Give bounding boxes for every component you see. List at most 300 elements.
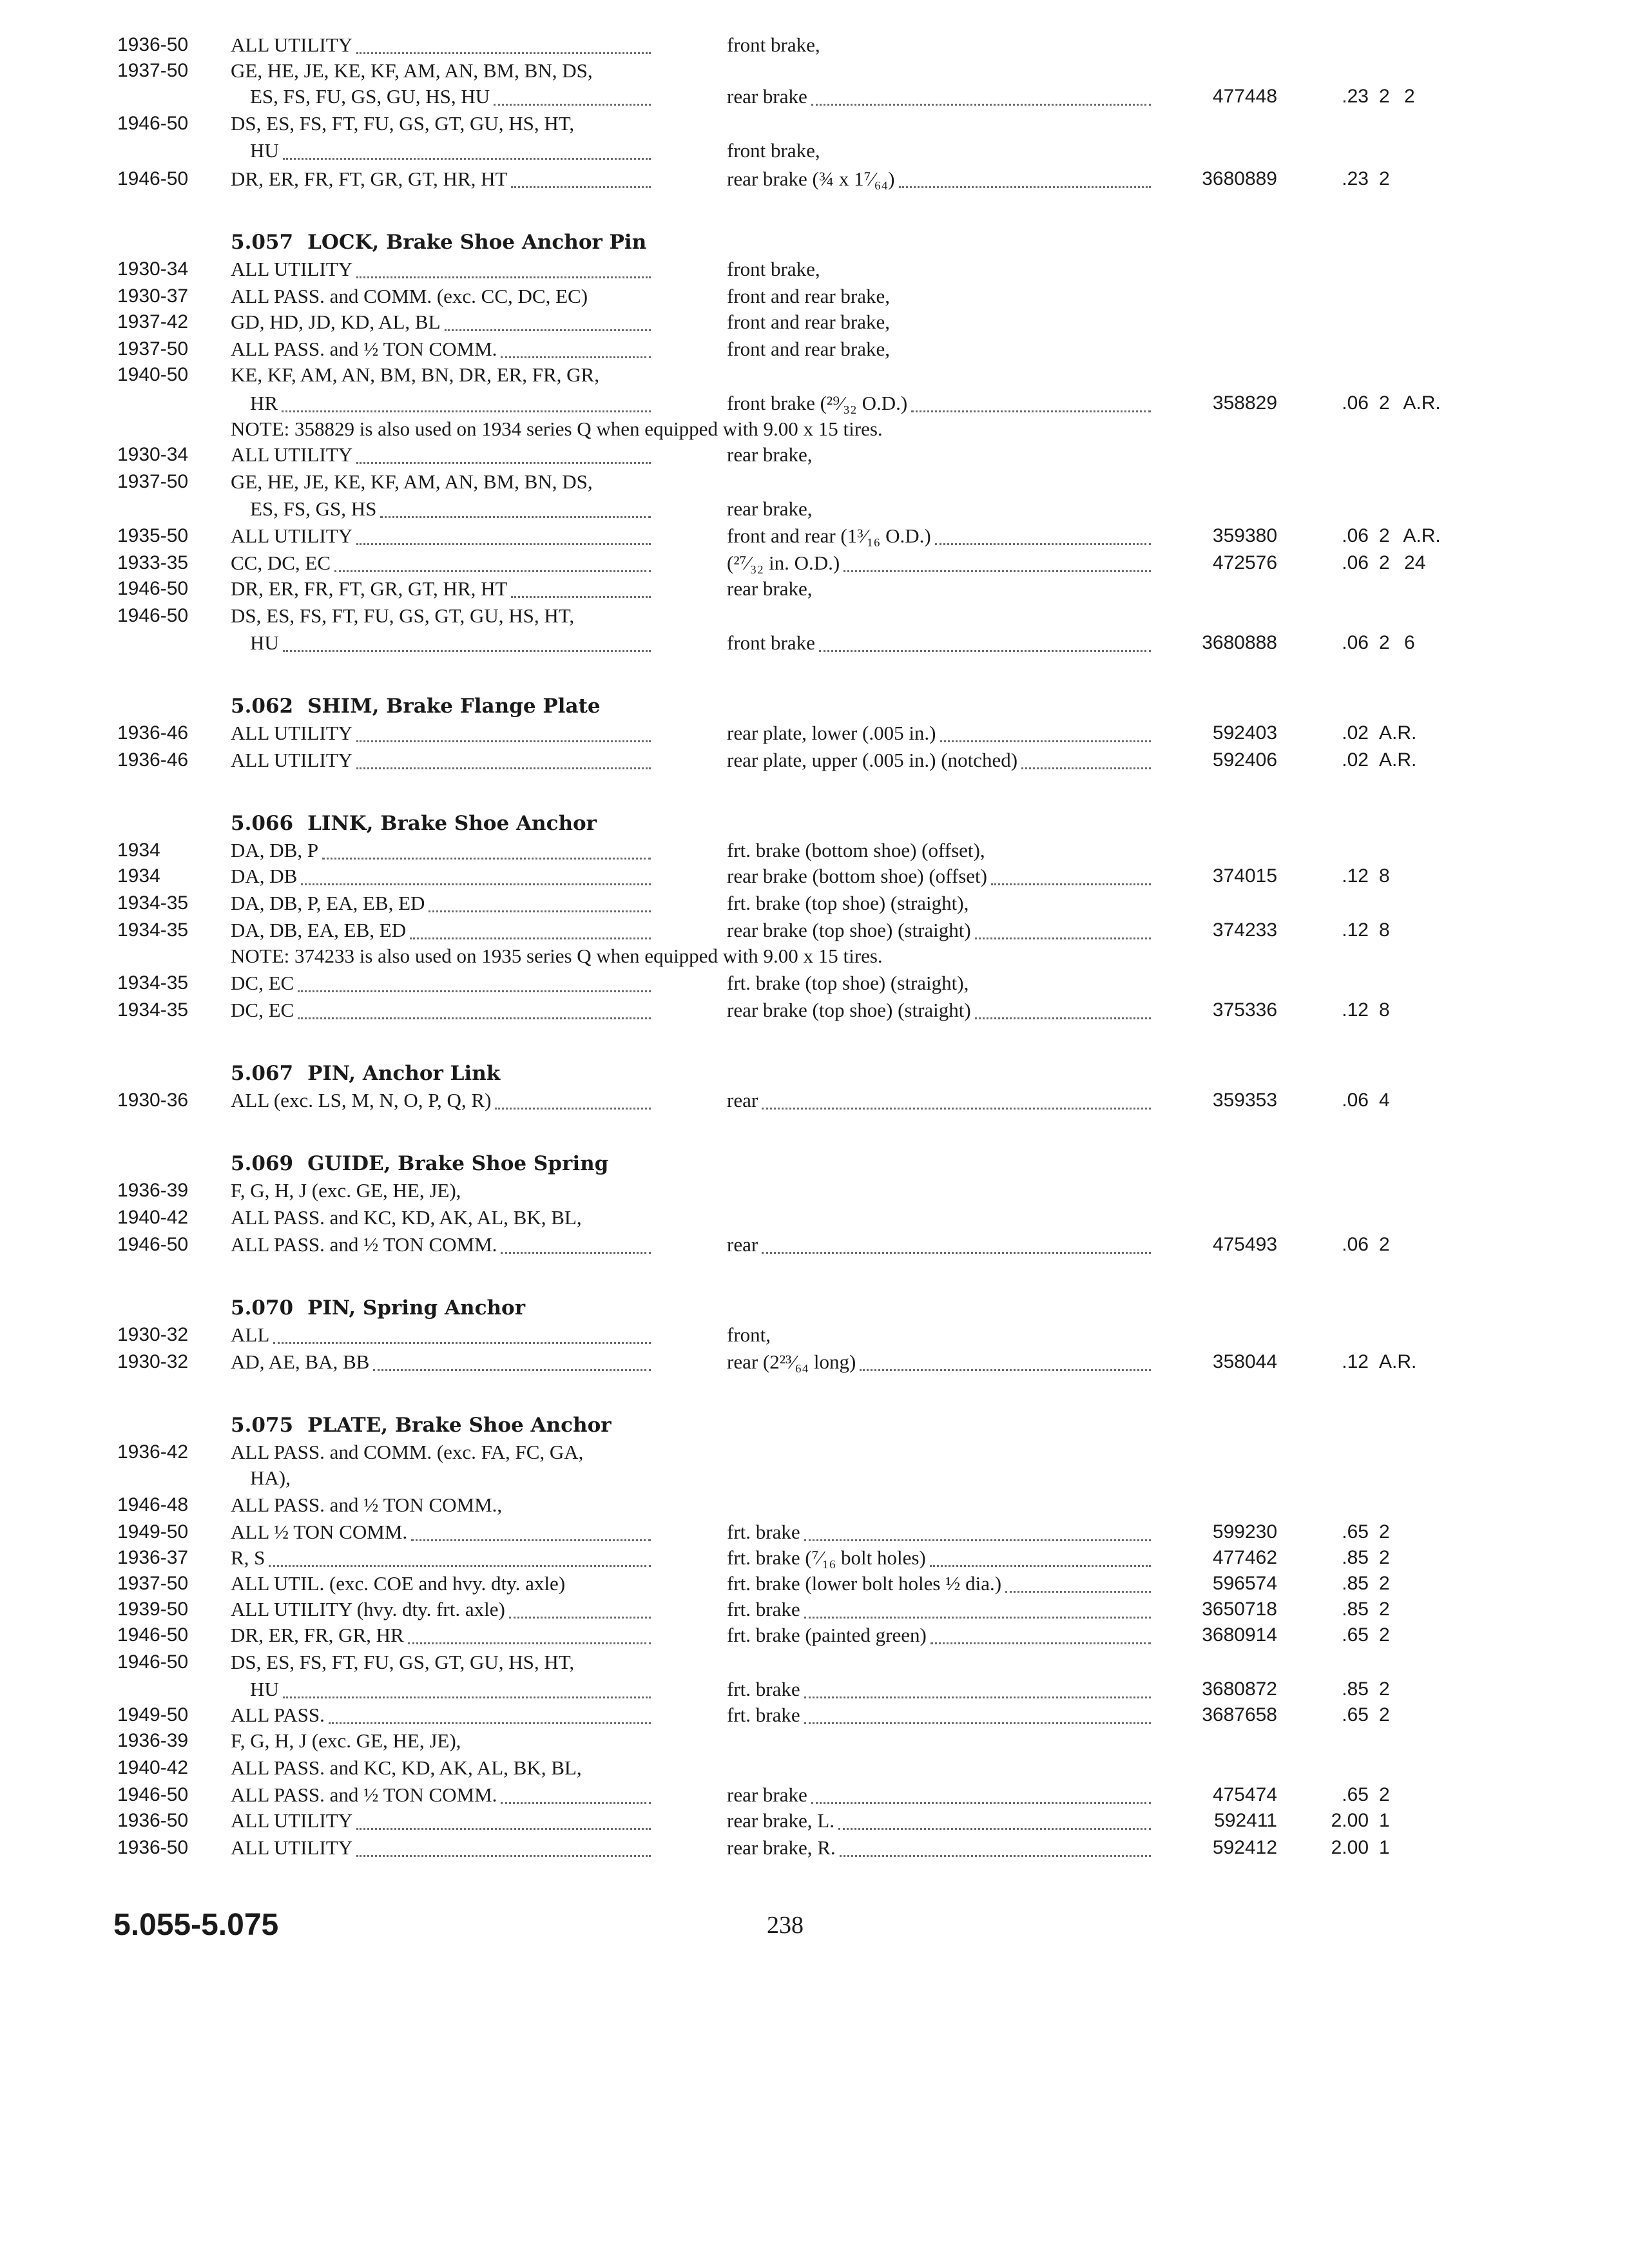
note-text: NOTE: 374233 is also used on 1935 series Q when equipped with 9.00 x 15 tires.: [231, 945, 883, 967]
parts-row: [0, 550, 1629, 576]
model-codes: ALL UTIL. (exc. COE and hvy. dty. axle): [231, 1572, 566, 1595]
year-range: 1934-35: [117, 919, 189, 941]
part-description: rear brake: [727, 85, 807, 108]
year-range: 1946-48: [117, 1494, 189, 1515]
dot-leader: [298, 965, 651, 992]
year-range: 1935-50: [117, 525, 189, 546]
part-description: rear plate, upper (.005 in.) (notched): [727, 749, 1018, 771]
part-description: rear brake (¾ x 1⁷⁄₆₄): [727, 168, 895, 190]
parts-row: [0, 1782, 1629, 1808]
model-codes: R, S: [231, 1546, 265, 1569]
model-codes: ALL UTILITY: [231, 524, 353, 547]
parts-row: [0, 336, 1629, 362]
dot-leader: [298, 992, 651, 1019]
dot-leader: [843, 544, 1151, 572]
dot-leader: [838, 1802, 1151, 1830]
dot-leader: [356, 715, 651, 742]
year-range: 1936-50: [117, 1810, 189, 1831]
part-description: frt. brake (⁷⁄₁₆ bolt holes): [727, 1546, 926, 1569]
dot-leader: [380, 490, 651, 518]
model-codes: ALL UTILITY: [231, 722, 353, 744]
dot-leader: [935, 517, 1151, 545]
page-number: 238: [767, 1912, 804, 1939]
part-description: rear: [727, 1089, 758, 1111]
model-codes: ALL UTILITY: [231, 1809, 353, 1832]
model-codes: DR, ER, FR, FT, GR, GT, HR, HT: [231, 168, 508, 190]
part-number: 3680872: [1202, 1678, 1277, 1700]
part-number: 375336: [1212, 999, 1277, 1021]
part-number: 374233: [1212, 919, 1277, 941]
parts-row: [0, 970, 1629, 996]
dot-leader: [811, 1776, 1151, 1804]
dot-leader: [911, 385, 1151, 412]
dot-leader: [930, 1539, 1151, 1567]
note-text: NOTE: 358829 is also used on 1934 series Q when equipped with 9.00 x 15 tires.: [231, 418, 883, 440]
year-range: 1937-50: [117, 60, 189, 81]
year-range: 1940-42: [117, 1207, 189, 1228]
parts-row: [0, 890, 1629, 916]
dot-leader: [356, 436, 651, 464]
part-number: 374015: [1212, 865, 1277, 887]
dot-leader: [356, 742, 651, 769]
quantity: A.R.: [1379, 749, 1417, 771]
model-codes: ALL PASS. and ½ TON COMM.: [231, 338, 497, 360]
dot-leader: [283, 1671, 651, 1698]
year-range: 1936-39: [117, 1730, 189, 1751]
part-description: frt. brake (top shoe) (straight),: [727, 972, 969, 994]
model-codes: CC, DC, EC: [231, 552, 331, 574]
quantity: 2 2: [1379, 86, 1415, 107]
year-range: 1946-50: [117, 1651, 189, 1673]
parts-row: [0, 1349, 1629, 1375]
year-range: 1936-46: [117, 749, 189, 771]
dot-leader: [329, 1696, 651, 1724]
section-title: LOCK, Brake Shoe Anchor Pin: [307, 231, 647, 254]
parts-row: [0, 138, 1629, 164]
dot-leader: [804, 1696, 1151, 1724]
quantity: 2: [1379, 1704, 1390, 1725]
dot-leader: [356, 26, 651, 54]
part-number: 599230: [1212, 1521, 1277, 1542]
list-price: .02: [1342, 722, 1369, 744]
parts-row: [0, 442, 1629, 468]
dot-leader: [283, 624, 651, 652]
list-price: .02: [1342, 749, 1369, 771]
part-number: 475493: [1212, 1234, 1277, 1255]
model-codes: DS, ES, FS, FT, FU, GS, GT, GU, HS, HT,: [231, 1651, 575, 1673]
parts-row: [0, 256, 1629, 282]
dot-leader: [1005, 1565, 1151, 1593]
dot-leader: [282, 385, 651, 412]
model-codes: ALL PASS. and COMM. (exc. CC, DC, EC): [231, 285, 588, 307]
parts-row: [0, 747, 1629, 773]
part-number: 592406: [1212, 749, 1277, 771]
parts-row: [0, 603, 1629, 629]
parts-row: [0, 1597, 1629, 1622]
dot-leader: [840, 1829, 1151, 1857]
parts-row: [0, 1178, 1629, 1204]
part-number: 359380: [1212, 525, 1277, 546]
year-range: 1946-50: [117, 578, 189, 599]
year-range: 1936-42: [117, 1441, 189, 1463]
year-range: 1946-50: [117, 605, 189, 626]
part-description: frt. brake: [727, 1521, 800, 1543]
year-range: 1940-50: [117, 364, 189, 385]
year-range: 1937-42: [117, 311, 189, 332]
dot-leader: [501, 331, 651, 358]
dot-leader: [511, 570, 651, 598]
year-range: 1934-35: [117, 972, 189, 994]
part-description: frt. brake (bottom shoe) (offset),: [727, 839, 985, 861]
model-codes: DC, EC: [231, 972, 294, 994]
part-number: 477462: [1212, 1547, 1277, 1568]
model-codes: F, G, H, J (exc. GE, HE, JE),: [231, 1179, 461, 1202]
model-codes: ES, FS, GS, HS: [250, 497, 377, 520]
part-number: 596574: [1212, 1573, 1277, 1594]
section-range: 5.055-5.075: [113, 1908, 279, 1942]
model-codes: ALL (exc. LS, M, N, O, P, Q, R): [231, 1089, 492, 1111]
quantity: 8: [1379, 865, 1390, 887]
part-number: 358829: [1212, 392, 1277, 414]
parts-row: [0, 84, 1629, 110]
year-range: 1939-50: [117, 1599, 189, 1620]
part-number: 3680914: [1202, 1624, 1277, 1646]
part-description: front brake,: [727, 34, 820, 56]
list-price: 2.00: [1331, 1810, 1369, 1831]
list-price: .85: [1342, 1678, 1369, 1700]
part-description: frt. brake (top shoe) (straight),: [727, 892, 969, 914]
section-heading: [231, 1412, 612, 1438]
quantity: A.R.: [1379, 722, 1417, 744]
part-description: frt. brake: [727, 1598, 800, 1620]
quantity: 2: [1379, 168, 1390, 189]
year-range: 1936-37: [117, 1547, 189, 1568]
year-range: 1936-50: [117, 34, 189, 55]
part-description: rear brake (top shoe) (straight): [727, 999, 971, 1021]
part-description: frt. brake (lower bolt holes ½ dia.): [727, 1572, 1002, 1595]
model-codes: KE, KF, AM, AN, BM, BN, DR, ER, FR, GR,: [231, 363, 599, 386]
quantity: 8: [1379, 919, 1390, 941]
part-number: 477448: [1212, 86, 1277, 107]
year-range: 1934: [117, 865, 160, 887]
part-description: (²⁷⁄₃₂ in. O.D.): [727, 552, 840, 574]
list-price: .65: [1342, 1624, 1369, 1646]
quantity: 2: [1379, 1234, 1390, 1255]
section-title: PIN, Spring Anchor: [307, 1296, 526, 1320]
quantity: 2: [1379, 1573, 1390, 1594]
list-price: .12: [1342, 919, 1369, 941]
list-price: .65: [1342, 1704, 1369, 1725]
dot-leader: [408, 1617, 651, 1644]
list-price: .06: [1342, 1234, 1369, 1255]
part-description: front brake,: [727, 139, 820, 162]
part-number: 475474: [1212, 1784, 1277, 1805]
model-codes: ALL PASS.: [231, 1704, 325, 1726]
part-description: frt. brake (painted green): [727, 1624, 927, 1646]
year-range: 1946-50: [117, 113, 189, 134]
quantity: A.R.: [1379, 1351, 1417, 1372]
year-range: 1934-35: [117, 999, 189, 1021]
year-range: 1930-34: [117, 444, 189, 465]
parts-row: [0, 1439, 1629, 1465]
section-heading: [231, 1061, 500, 1086]
dot-leader: [494, 78, 651, 106]
list-price: .65: [1342, 1521, 1369, 1542]
year-range: 1949-50: [117, 1704, 189, 1725]
list-price: .85: [1342, 1547, 1369, 1568]
parts-row: [0, 630, 1629, 656]
dot-leader: [804, 1591, 1151, 1619]
parts-row: [0, 362, 1629, 388]
parts-row: [0, 1622, 1629, 1648]
parts-row: [0, 390, 1629, 416]
quantity: 2: [1379, 1521, 1390, 1542]
section-title: SHIM, Brake Flange Plate: [307, 695, 601, 718]
dot-leader: [804, 1671, 1151, 1698]
parts-row: [0, 1545, 1629, 1571]
list-price: 2.00: [1331, 1837, 1369, 1858]
list-price: .06: [1342, 552, 1369, 573]
section-number: 5.066: [231, 812, 294, 835]
part-description: rear brake, L.: [727, 1809, 834, 1832]
model-codes: AD, AE, BA, BB: [231, 1350, 370, 1373]
year-range: 1934-35: [117, 892, 189, 914]
section-number: 5.067: [231, 1062, 294, 1085]
model-codes: DA, DB, P, EA, EB, ED: [231, 892, 425, 914]
section-number: 5.075: [231, 1414, 294, 1437]
dot-leader: [445, 303, 651, 331]
model-codes: HU: [250, 139, 279, 162]
year-range: 1946-50: [117, 168, 189, 189]
parts-row: [0, 1808, 1629, 1834]
quantity: 2: [1379, 1784, 1390, 1805]
model-codes: DS, ES, FS, FT, FU, GS, GT, GU, HS, HT,: [231, 604, 575, 627]
section-heading: [231, 1151, 608, 1177]
part-description: rear brake, R.: [727, 1836, 836, 1859]
part-description: rear brake,: [727, 577, 813, 600]
quantity: 2: [1379, 1547, 1390, 1568]
dot-leader: [501, 1226, 651, 1254]
parts-row: [0, 32, 1629, 58]
dot-leader: [511, 160, 651, 188]
parts-row: [0, 1322, 1629, 1348]
dot-leader: [334, 544, 651, 572]
dot-leader: [356, 1802, 651, 1830]
part-description: frt. brake: [727, 1678, 800, 1700]
quantity: 8: [1379, 999, 1390, 1021]
year-range: 1934: [117, 840, 160, 861]
model-codes: ALL UTILITY: [231, 1836, 353, 1859]
section-number: 5.069: [231, 1152, 294, 1175]
part-number: 358044: [1212, 1351, 1277, 1372]
quantity: 2: [1379, 1599, 1390, 1620]
dot-leader: [762, 1226, 1151, 1254]
dot-leader: [762, 1082, 1151, 1110]
section-number: 5.057: [231, 231, 294, 254]
parts-row: [0, 918, 1629, 943]
year-range: 1946-50: [117, 1624, 189, 1646]
model-codes: DA, DB: [231, 865, 298, 887]
list-price: .85: [1342, 1573, 1369, 1594]
quantity: 2 A.R.: [1379, 525, 1441, 546]
part-number: 359353: [1212, 1090, 1277, 1111]
model-codes: DA, DB, EA, EB, ED: [231, 919, 407, 941]
model-codes: ALL UTILITY: [231, 443, 353, 466]
dot-leader: [429, 885, 651, 912]
section-title: PIN, Anchor Link: [307, 1062, 501, 1085]
model-codes: GE, HE, JE, KE, KF, AM, AN, BM, BN, DS,: [231, 59, 593, 82]
parts-row: [0, 1232, 1629, 1258]
parts-row: [0, 284, 1629, 309]
section-title: LINK, Brake Shoe Anchor: [307, 812, 597, 835]
dot-leader: [930, 1617, 1151, 1644]
section-title: PLATE, Brake Shoe Anchor: [307, 1414, 612, 1437]
parts-row: [0, 1728, 1629, 1754]
list-price: .06: [1342, 525, 1369, 546]
part-description: front brake (²⁹⁄₃₂ O.D.): [727, 392, 908, 414]
parts-row: [0, 720, 1629, 746]
part-description: rear brake (bottom shoe) (offset): [727, 865, 987, 887]
quantity: 1: [1379, 1810, 1390, 1831]
dot-leader: [356, 517, 651, 545]
dot-leader: [991, 858, 1151, 885]
part-description: front brake: [727, 631, 815, 654]
model-codes: GD, HD, JD, KD, AL, BL: [231, 311, 441, 333]
quantity: 1: [1379, 1837, 1390, 1858]
model-codes: F, G, H, J (exc. GE, HE, JE),: [231, 1729, 461, 1752]
part-description: front and rear brake,: [727, 285, 891, 307]
parts-row: [0, 496, 1629, 522]
model-codes: ALL UTILITY: [231, 258, 353, 280]
list-price: .12: [1342, 999, 1369, 1021]
dot-leader: [975, 912, 1151, 939]
dot-leader: [273, 1316, 651, 1344]
part-number: 3650718: [1202, 1599, 1277, 1620]
year-range: 1946-50: [117, 1784, 189, 1805]
part-description: front brake,: [727, 258, 820, 280]
quantity: 4: [1379, 1090, 1390, 1111]
model-codes: HA),: [250, 1466, 291, 1489]
dot-leader: [811, 78, 1151, 106]
year-range: 1930-34: [117, 258, 189, 280]
year-range: 1930-36: [117, 1090, 189, 1111]
model-codes: ALL UTILITY: [231, 34, 353, 56]
parts-row: [0, 1465, 1629, 1491]
parts-row: [0, 576, 1629, 602]
model-codes: DC, EC: [231, 999, 294, 1021]
part-number: 3687658: [1202, 1704, 1277, 1725]
year-range: 1949-50: [117, 1521, 189, 1542]
dot-leader: [804, 1514, 1151, 1541]
list-price: .65: [1342, 1784, 1369, 1805]
parts-row: [0, 166, 1629, 192]
part-description: rear plate, lower (.005 in.): [727, 722, 936, 744]
year-range: 1937-50: [117, 338, 189, 360]
year-range: 1940-42: [117, 1757, 189, 1778]
section-number: 5.062: [231, 695, 294, 718]
part-description: frt. brake: [727, 1704, 800, 1726]
parts-row: [0, 469, 1629, 495]
model-codes: ALL PASS. and KC, KD, AK, AL, BK, BL,: [231, 1206, 582, 1229]
year-range: 1937-50: [117, 471, 189, 492]
model-codes: HU: [250, 1678, 279, 1700]
model-codes: GE, HE, JE, KE, KF, AM, AN, BM, BN, DS,: [231, 470, 593, 493]
part-number: 3680888: [1202, 632, 1277, 653]
quantity: 2 6: [1379, 632, 1415, 653]
year-range: 1933-35: [117, 552, 189, 573]
dot-leader: [819, 624, 1151, 652]
model-codes: ALL PASS. and COMM. (exc. FA, FC, GA,: [231, 1441, 584, 1463]
part-number: 3680889: [1202, 168, 1277, 189]
section-number: 5.070: [231, 1296, 294, 1320]
list-price: .06: [1342, 1090, 1369, 1111]
part-description: rear: [727, 1233, 758, 1256]
parts-row: [0, 863, 1629, 889]
part-number: 592411: [1214, 1810, 1277, 1831]
dot-leader: [301, 858, 651, 885]
parts-row: [0, 523, 1629, 549]
quantity: 2 A.R.: [1379, 392, 1441, 414]
dot-leader: [940, 715, 1151, 742]
part-description: front,: [727, 1323, 771, 1346]
year-range: 1946-50: [117, 1234, 189, 1255]
dot-leader: [1021, 742, 1151, 769]
parts-row: [0, 309, 1629, 335]
model-codes: ALL PASS. and ½ TON COMM.: [231, 1233, 497, 1256]
list-price: .12: [1342, 1351, 1369, 1372]
parts-row: [0, 838, 1629, 863]
parts-row: [0, 997, 1629, 1023]
dot-leader: [373, 1343, 651, 1371]
dot-leader: [269, 1539, 651, 1567]
dot-leader: [899, 160, 1151, 188]
year-range: 1930-37: [117, 285, 189, 307]
model-codes: ALL UTILITY (hvy. dty. frt. axle): [231, 1598, 505, 1620]
dot-leader: [411, 1514, 651, 1541]
year-range: 1936-46: [117, 722, 189, 744]
year-range: 1936-50: [117, 1837, 189, 1858]
part-number: 472576: [1212, 552, 1277, 573]
year-range: 1937-50: [117, 1573, 189, 1594]
model-codes: DS, ES, FS, FT, FU, GS, GT, GU, HS, HT,: [231, 112, 575, 135]
part-description: front and rear (1³⁄₁₆ O.D.): [727, 524, 931, 547]
year-range: 1930-32: [117, 1351, 189, 1372]
dot-leader: [860, 1343, 1151, 1371]
model-codes: DA, DB, P: [231, 839, 319, 861]
part-description: rear brake,: [727, 497, 813, 520]
parts-row: [0, 1088, 1629, 1113]
quantity: 2 24: [1379, 552, 1426, 573]
model-codes: DR, ER, FR, GR, HR: [231, 1624, 404, 1646]
part-description: rear brake (top shoe) (straight): [727, 919, 971, 941]
year-range: 1936-39: [117, 1180, 189, 1201]
model-codes: ES, FS, FU, GS, GU, HS, HU: [250, 85, 490, 108]
list-price: .23: [1342, 168, 1369, 189]
year-range: 1930-32: [117, 1324, 189, 1345]
quantity: 2: [1379, 1624, 1390, 1646]
list-price: .85: [1342, 1599, 1369, 1620]
part-number: 592403: [1212, 722, 1277, 744]
list-price: .06: [1342, 632, 1369, 653]
model-codes: ALL UTILITY: [231, 749, 353, 771]
section-title: GUIDE, Brake Shoe Spring: [307, 1152, 609, 1175]
dot-leader: [501, 1776, 651, 1804]
part-description: front and rear brake,: [727, 338, 891, 360]
dot-leader: [283, 132, 651, 160]
model-codes: ALL: [231, 1323, 270, 1346]
parts-row: [0, 111, 1629, 137]
list-price: .23: [1342, 86, 1369, 107]
